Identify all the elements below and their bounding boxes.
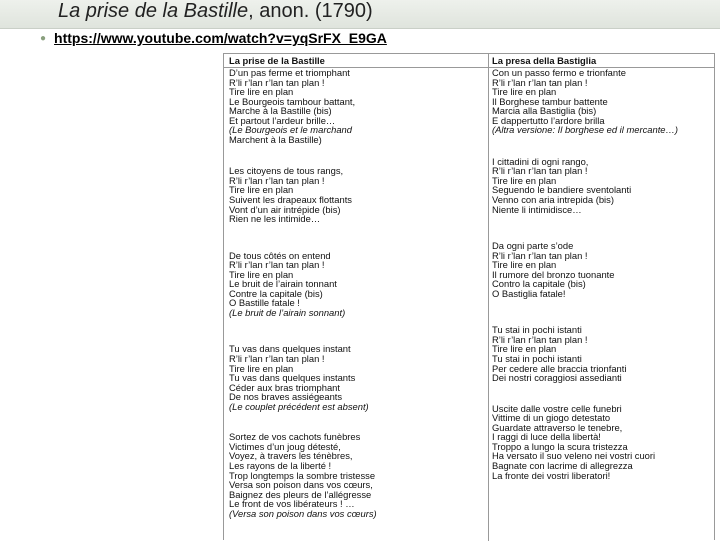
french-lyric-line: (Le Bourgeois et le marchand <box>229 124 352 136</box>
italian-lyric-line: (Altra versione: Il borghese ed il mercante…) <box>492 124 679 136</box>
italian-lyric-line: Tire lire en plan <box>492 174 557 186</box>
french-lyric-line: D’un pas ferme et triomphant <box>229 67 350 78</box>
italian-lyric-line: Bagnate con lacrime di allegrezza <box>492 459 633 471</box>
stanza-gap <box>492 383 712 404</box>
french-lyric-line: Tu vas dans quelques instant <box>229 343 351 355</box>
slide-title-bar <box>0 0 720 29</box>
italian-lyric-line: O Bastiglia fatale! <box>492 287 566 299</box>
french-lyric-line: Rien ne les intimide… <box>229 213 321 225</box>
french-lyric-line: Versa son poison dans vos cœurs, <box>229 479 373 491</box>
italian-lyric-line: Per cedere alle braccia trionfanti <box>492 362 627 374</box>
stanza-gap <box>229 317 484 344</box>
french-lyric-line: Voyez, à travers les ténèbres, <box>229 450 353 462</box>
youtube-link[interactable]: https://www.youtube.com/watch?v=yqSrFX_E9GA <box>54 30 387 46</box>
stanza-gap <box>492 214 712 241</box>
french-lyric-line: R’li r’lan r’lan tan plan ! <box>229 76 325 88</box>
french-lyric-line: Contre la capitale (bis) <box>229 287 323 299</box>
italian-lyric-line: Guardate attraverso le tenebre, <box>492 421 623 433</box>
french-lyric-line: Marchent à la Bastille) <box>229 133 322 145</box>
italian-lyric-line: I raggi di luce della libertà! <box>492 431 601 443</box>
italian-column <box>492 56 712 480</box>
french-lyric-line: De tous côtés on entend <box>229 249 331 261</box>
french-lyric-line: Victimes d’un joug détesté, <box>229 440 341 452</box>
french-lyric-line: (Le bruit de l’airain sonnant) <box>229 306 346 318</box>
french-lyric-line: Baignez des pleurs de l’allégresse <box>229 488 372 500</box>
french-column <box>229 56 484 518</box>
italian-lyric-line: Tire lire en plan <box>492 343 557 355</box>
french-lyric-line: Tire lire en plan <box>229 184 294 196</box>
french-lyric-line: Vont d’un air intrépide (bis) <box>229 203 341 215</box>
italian-lyric-line: Venno con aria intrepida (bis) <box>492 194 614 206</box>
french-lyric-line: Le front de vos libérateurs ! … <box>229 498 355 510</box>
italian-lyric-line: Niente li intimidisce… <box>492 203 582 215</box>
italian-lyric-line: Dei nostri coraggiosi assedianti <box>492 372 622 384</box>
italian-lyric-line: Da ogni parte s’ode <box>492 240 574 252</box>
french-lyric-line: Tire lire en plan <box>229 362 294 374</box>
italian-lyric-line: Tu stai in pochi istanti <box>492 324 582 336</box>
slide-title-italic: La prise de la Bastille <box>58 0 249 22</box>
italian-lyric-line: Tu stai in pochi istanti <box>492 353 582 365</box>
french-lyric-line: R’li r’lan r’lan tan plan ! <box>229 259 325 271</box>
stanza-gap <box>492 135 712 157</box>
french-lyric-line: Tire lire en plan <box>229 268 294 280</box>
italian-lyric-line: I cittadini di ogni rango, <box>492 155 589 167</box>
italian-lyric-line: Seguendo le bandiere sventolanti <box>492 184 632 196</box>
italian-lyric-line: Contro la capitale (bis) <box>492 278 586 290</box>
french-lyric-line: (Le couplet précédent est absent) <box>229 400 369 412</box>
italian-lyric-line: E dappertutto l’ardore brilla <box>492 114 605 126</box>
french-lyric-line: R’li r’lan r’lan tan plan ! <box>229 174 325 186</box>
stanza-gap <box>229 144 484 166</box>
italian-lyric-line: R’li r’lan r’lan tan plan ! <box>492 333 588 345</box>
french-lyric-line: De nos braves assiégeants <box>229 391 343 403</box>
italian-lyric-line: Troppo a lungo la scura tristezza <box>492 440 628 452</box>
italian-lyric-line: Ha versato il suo veleno nei vostri cuori <box>492 450 656 462</box>
french-lyric-line: Trop longtemps la sombre tristesse <box>229 469 376 481</box>
bullet-icon: ● <box>40 33 47 44</box>
french-lyric-line: Marche à la Bastille (bis) <box>229 105 332 117</box>
italian-lyric-line: R’li r’lan r’lan tan plan ! <box>492 249 588 261</box>
italian-lyric-line: R’li r’lan r’lan tan plan ! <box>492 165 588 177</box>
french-header: La prise de la Bastille <box>229 55 325 66</box>
italian-lyric-line: La fronte dei vostri liberatori! <box>492 469 611 481</box>
slide-title-rest: , anon. (1790) <box>248 0 373 22</box>
french-lyric-line: Sortez de vos cachots funèbres <box>229 431 361 443</box>
french-lyric-line: Les rayons de la liberté ! <box>229 459 332 471</box>
french-lyric-line: Céder aux bras triomphant <box>229 381 340 393</box>
italian-lyric-line: Tire lire en plan <box>492 86 557 98</box>
italian-lyric-line: Tire lire en plan <box>492 259 557 271</box>
french-lyric-line: Et partout l’ardeur brille… <box>229 114 336 126</box>
french-lyric-line: (Versa son poison dans vos cœurs) <box>229 507 377 519</box>
italian-header: La presa della Bastiglia <box>492 55 597 66</box>
french-lyric-line: Le bruit de l’airain tonnant <box>229 278 337 290</box>
italian-lyric-line: Con un passo fermo e trionfante <box>492 67 626 78</box>
italian-lyric-line: Il Borghese tambur battente <box>492 95 608 107</box>
french-lyric-line: O Bastille fatale ! <box>229 297 300 309</box>
french-lyric-line: Tu vas dans quelques instants <box>229 372 356 384</box>
bullet-item <box>40 30 387 46</box>
french-lyric-line: Suivent les drapeaux flottants <box>229 194 352 206</box>
french-lyric-line: R’li r’lan r’lan tan plan ! <box>229 353 325 365</box>
stanza-gap <box>492 298 712 325</box>
slide-title <box>58 0 373 23</box>
french-lyric-line: Le Bourgeois tambour battant, <box>229 95 356 107</box>
french-lyric-line: Les citoyens de tous rangs, <box>229 165 344 177</box>
stanza-gap <box>229 224 484 251</box>
lyrics-table <box>223 53 715 540</box>
stanza-gap <box>229 411 484 432</box>
italian-lyric-line: Vittime di un giogo detestato <box>492 412 611 424</box>
italian-lyric-line: Il rumore del bronzo tuonante <box>492 268 615 280</box>
french-lyric-line: Tire lire en plan <box>229 86 294 98</box>
italian-lyric-line: Marcia alla Bastiglia (bis) <box>492 105 597 117</box>
italian-lyric-line: R’li r’lan r’lan tan plan ! <box>492 76 588 88</box>
italian-lyric-line: Uscite dalle vostre celle funebri <box>492 402 622 414</box>
column-divider <box>488 54 489 541</box>
